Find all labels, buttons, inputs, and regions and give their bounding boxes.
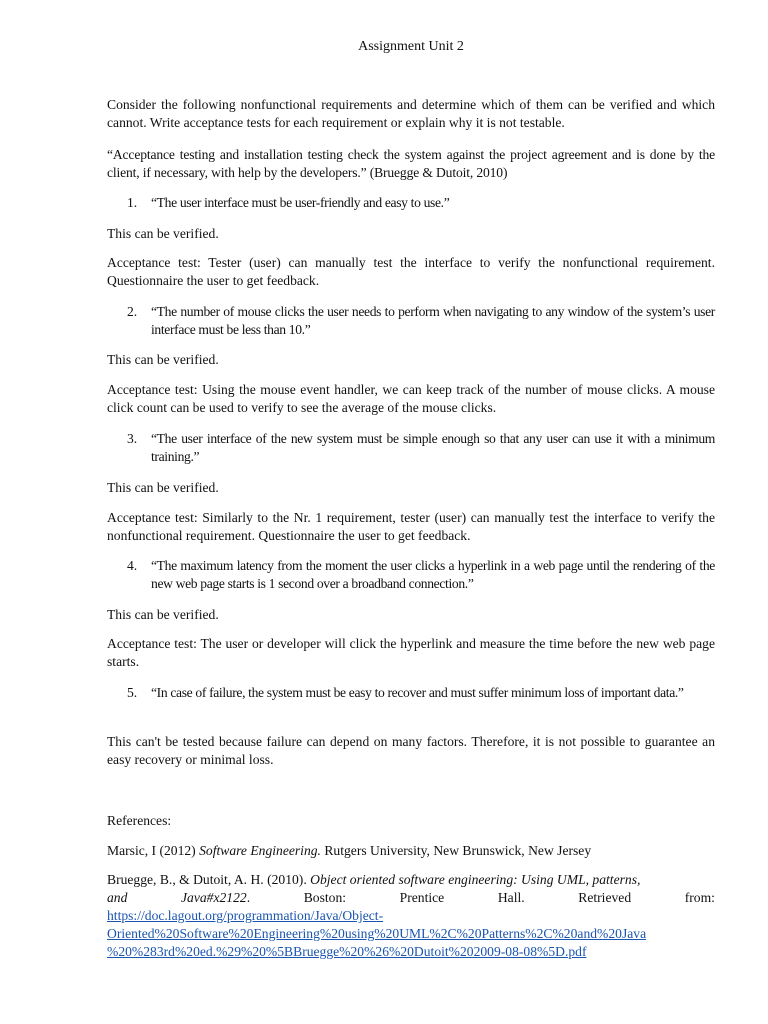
- reference-word: and: [107, 890, 128, 905]
- reference-word: .: [246, 890, 251, 905]
- acceptance-test-4: Acceptance test: The user or developer will click the hyperlink and measure the time before the new web page starts.: [107, 636, 715, 669]
- reference-author: Marsic, I (2012): [107, 843, 200, 858]
- requirement-number: 3.: [127, 431, 138, 446]
- requirement-4: [127, 557, 715, 593]
- verdict-2: This can be verified.: [107, 352, 219, 367]
- reference-author: [107, 871, 640, 889]
- requirement-text: “The user interface must be user-friendly and easy to use.”: [151, 195, 450, 210]
- reference-publisher: Rutgers University, New Brunswick, New Jersey: [320, 843, 592, 858]
- verdict-3: This can be verified.: [107, 480, 219, 495]
- requirement-number: 2.: [127, 304, 138, 319]
- requirement-3: [127, 430, 715, 466]
- reference-word: Prentice: [399, 890, 445, 905]
- requirement-number: 1.: [127, 195, 138, 210]
- requirement-text: “In case of failure, the system must be easy to recover and must suffer minimum loss of important data.”: [151, 685, 684, 700]
- requirement-5: [127, 684, 715, 702]
- reference-title: Object oriented software engineering: Using UML, patterns,: [310, 872, 641, 887]
- requirement-text: “The number of mouse clicks the user needs to perform when navigating to any window of the system’s user interface must be less than 10.”: [151, 304, 715, 337]
- page-title: Assignment Unit 2: [358, 39, 464, 54]
- reference-url-line-1[interactable]: https://doc.lagout.org/programmation/Java/Object-: [107, 908, 384, 923]
- reference-word: Boston:: [303, 890, 347, 905]
- acceptance-test-2: Acceptance test: Using the mouse event handler, we can keep track of the number of mouse clicks. A mouse click count can be used to verify to see the average of the mouse clicks.: [107, 382, 715, 415]
- requirement-2: [127, 303, 715, 339]
- requirement-1: [127, 194, 715, 212]
- intro-paragraph: Consider the following nonfunctional requirements and determine which of them can be verified and which cannot. Write acceptance tests for each requirement or explain why it is not testable.: [107, 97, 715, 130]
- reference-word: Hall.: [497, 890, 525, 905]
- reference-url-line-2[interactable]: Oriented%20Software%20Engineering%20using%20UML%2C%20Patterns%2C%20and%20Java: [107, 926, 647, 941]
- references-heading: References:: [107, 813, 172, 828]
- reference-word: Retrieved: [578, 890, 632, 905]
- verdict-1: This can be verified.: [107, 226, 219, 241]
- quote-paragraph: “Acceptance testing and installation testing check the system against the project agreement and is done by the client, if necessary, with help by the developers.” (Bruegge & Dutoit, 2010): [107, 147, 715, 180]
- reference-word: Java#x2122: [181, 890, 247, 905]
- reference-word: from:: [684, 890, 715, 905]
- reference-url-line-3[interactable]: %20%283rd%20ed.%29%20%5BBruegge%20%26%20Dutoit%202009-08-08%5D.pdf: [107, 944, 587, 959]
- requirement-text: “The maximum latency from the moment the user clicks a hyperlink in a web page until the rendering of the new web page starts is 1 second over a broadband connection.”: [151, 558, 715, 591]
- acceptance-test-3: Acceptance test: Similarly to the Nr. 1 requirement, tester (user) can manually test the interface to verify the nonfunctional requirement. Questionnaire the user to get feedback.: [107, 510, 715, 543]
- reference-bruegge: [107, 871, 715, 961]
- reference-java: [181, 889, 250, 907]
- acceptance-test-1: Acceptance test: Tester (user) can manually test the interface to verify the nonfunctional requirement. Questionnaire the user to get feedback.: [107, 255, 715, 288]
- reference-line-1: [107, 871, 715, 889]
- reference-line-2: [107, 889, 715, 907]
- reference-url[interactable]: [107, 907, 715, 961]
- verdict-4: This can be verified.: [107, 607, 219, 622]
- reference-author-text: Bruegge, B., & Dutoit, A. H. (2010).: [107, 872, 311, 887]
- reference-marsic: [107, 842, 715, 860]
- requirement-number: 5.: [127, 685, 138, 700]
- verdict-5: This can't be tested because failure can depend on many factors. Therefore, it is not possible to guarantee an easy recovery or minimal loss.: [107, 734, 715, 767]
- reference-title: Software Engineering.: [199, 843, 321, 858]
- requirement-text: “The user interface of the new system must be simple enough so that any user can use it with a minimum training.”: [151, 431, 715, 464]
- requirement-number: 4.: [127, 558, 138, 573]
